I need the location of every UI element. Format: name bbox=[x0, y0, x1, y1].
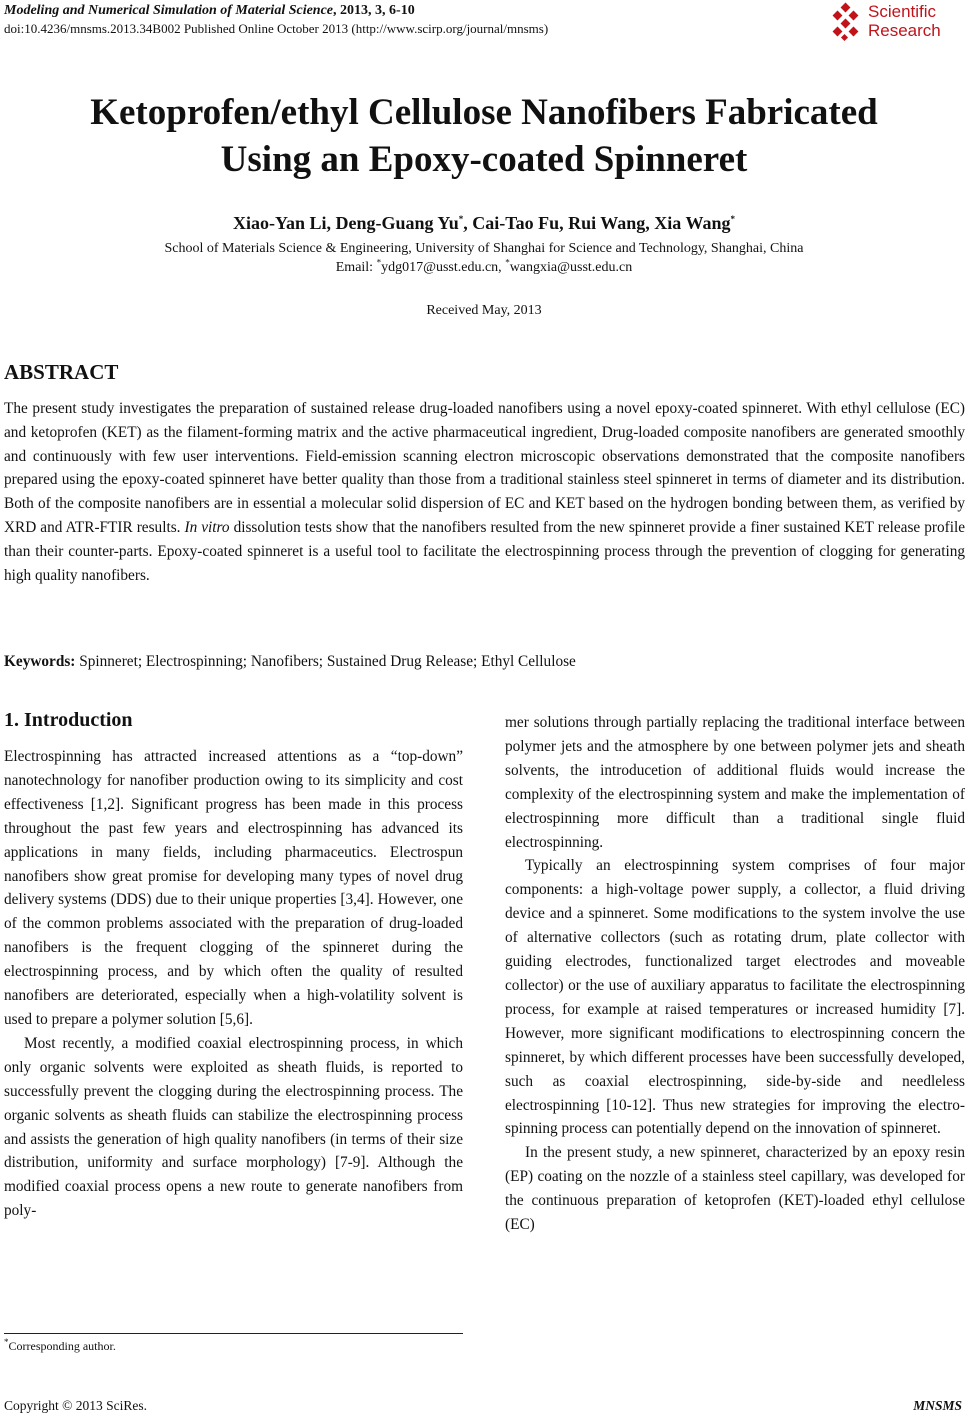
keywords-label: Keywords: bbox=[4, 653, 76, 670]
abstract-body bbox=[4, 397, 965, 587]
paper-title bbox=[20, 89, 948, 183]
affiliation: School of Materials Science & Engineering, University of Shanghai for Science and Technology, Shanghai, China bbox=[164, 241, 804, 256]
footnote-text: Corresponding author. bbox=[8, 1339, 116, 1353]
footnote bbox=[4, 1337, 116, 1355]
right-column bbox=[505, 711, 965, 1237]
intro-paragraph-2: Most recently, a modified coaxial electrospinning process, in which only organic solvents were exploited as sheath fluids, is reported to successfully prevent the clogging during the electrospinning process. The organic solvents as sheath fluids can stabilize the electrospinning process and assists the generation of high quality nanofibers (in terms of their size distribution, uniformity and surface morphology) [7-9]. Although the modified coaxial process opens a new route to generate nanofibers from poly- bbox=[4, 1034, 463, 1220]
corresponding-mark: * bbox=[376, 257, 382, 268]
logo-wordmark bbox=[868, 2, 941, 40]
footnote-rule bbox=[4, 1333, 463, 1334]
abstract-italic: In vitro bbox=[184, 518, 230, 536]
keywords-list: Spinneret; Electrospinning; Nanofibers; Sustained Drug Release; Ethyl Cellulose bbox=[75, 653, 576, 670]
email-label: Email: bbox=[335, 260, 377, 275]
section-heading-introduction: 1. Introduction bbox=[4, 709, 133, 731]
abstract-text-1: The present study investigates the preparation of sustained release drug-loaded nanofibers using a novel epoxy-coated spinneret. With ethyl cellulose (EC) and ketoprofen (KET) as the filament-forming matrix and the active pharmaceutical ingredient, Drug-loaded composite nanofibers are generated smoothly and continuously with few user interventions. Field-emission scanning electron microscopic observations demonstrated that the composite nanofibers prepared using the epoxy-coated spinneret have better quality than those from a traditional stainless steel spinneret in terms of diameter and its distribution. Both of the composite nanofibers are in essential a molecular solid dispersion of EC and KET based on the hydrogen bonding between them, as verified by XRD and ATR-FTIR results. bbox=[4, 400, 965, 536]
journal-citation bbox=[4, 2, 964, 20]
author-list bbox=[20, 210, 948, 236]
title-line-1: Ketoprofen/ethyl Cellulose Nanofibers Fabricated bbox=[90, 92, 878, 133]
logo-line-1: Scientific bbox=[868, 2, 937, 21]
authors-part-1: Xiao-Yan Li, Deng-Guang Yu bbox=[233, 213, 459, 233]
journal-abbreviation: MNSMS bbox=[913, 1398, 962, 1413]
copyright-notice: Copyright © 2013 SciRes. bbox=[4, 1398, 148, 1413]
abstract-heading: ABSTRACT bbox=[4, 360, 119, 384]
footnote-mark: * bbox=[4, 1337, 9, 1347]
corresponding-mark: * bbox=[730, 214, 735, 224]
title-line-2: Using an Epoxy-coated Spinneret bbox=[220, 139, 748, 180]
corresponding-mark: * bbox=[458, 214, 464, 224]
author-emails bbox=[20, 258, 948, 277]
journal-issue: , 2013, 3, 6-10 bbox=[333, 3, 415, 18]
intro-paragraph-1: Electrospinning has attracted increased attentions as a “top-down” nanotechnology for nanofiber production owing to its simplicity and cost effectiveness [1,2]. Significant progress has been made in this process throughout the past few years and electrospinning has advanced its applications in many fields, including pharmaceutics. Electrospun nanofibers show great promise for developing many types of novel drug delivery systems (DDS) due to their unique properties [3,4]. However, one of the common problems associated with the preparation of drug-loaded nanofibers is the frequent clogging of the spinneret during the electrospinning process, and by which often the quality of resulted nanofibers are deteriorated, especially when a high-volatility solvent is used to prepare a polymer solution [5,6]. bbox=[4, 748, 463, 1028]
email-address-1: ydg017@usst.edu.cn, bbox=[381, 260, 506, 275]
received-date: Received May, 2013 bbox=[426, 303, 542, 318]
intro-paragraph-4: Typically an electrospinning system comprises of four major components: a high-voltage power supply, a collector, a fluid driving device and a spinneret. Some modifications to the system involve the use of alternative collectors (such as rotating drum, plate collector with guiding electrodes, functionalized target electrodes and moveable collector) or the use of auxiliary apparatus to facilitate the electrospinning process, for example at raised temperatures or increased humidity [7]. However, more significant modifications to electrospinning concern the spinneret, by which different processes have been successfully developed, such as coaxial electrospinning, side-by-side and needleless electrospinning [10-12]. Thus new strategies for improving the electrospinning process can potentially depend on the innovation of spinneret. bbox=[505, 857, 965, 1138]
corresponding-mark: * bbox=[505, 257, 510, 268]
journal-title: Modeling and Numerical Simulation of Material Science bbox=[4, 3, 334, 18]
intro-paragraph-5: In the present study, a new spinneret, characterized by an epoxy resin (EP) coating on the nozzle of a stainless steel capillary, was developed for the continuous preparation of ketoprofen (KET)-loaded ethyl cellulose (EC) bbox=[505, 1144, 965, 1234]
abstract-text-2: dissolution tests show that the nanofibers resulted from the new spinneret provide a finer sustained KET release profile than their counter-parts. Epoxy-coated spinneret is a useful tool to facilitate the electrospinning process through the prevention of clogging for generating high quality nanofibers. bbox=[4, 518, 965, 584]
left-column bbox=[4, 745, 463, 1223]
keywords bbox=[4, 651, 965, 673]
intro-paragraph-3: mer solutions through partially replacing the traditional interface between polymer jets and the atmosphere by one between polymer jets and sheath solvents, the introducetion of additional fluids would increase the complexity of the electrospinning system and make the implementation of electrospinning more difficult than a traditional single fluid electrospinning. bbox=[505, 714, 965, 851]
doi-line: doi:10.4236/mnsms.2013.34B002 Published Online October 2013 (http://www.scirp.org/journal/mnsms) bbox=[4, 21, 549, 36]
email-address-2: wangxia@usst.edu.cn bbox=[509, 260, 633, 275]
authors-part-2: , Cai-Tao Fu, Rui Wang, Xia Wang bbox=[463, 213, 731, 233]
scientific-research-logo bbox=[832, 2, 962, 44]
publisher-logo-icon bbox=[832, 2, 862, 42]
running-header bbox=[4, 2, 964, 38]
logo-line-2: Research bbox=[868, 21, 941, 40]
